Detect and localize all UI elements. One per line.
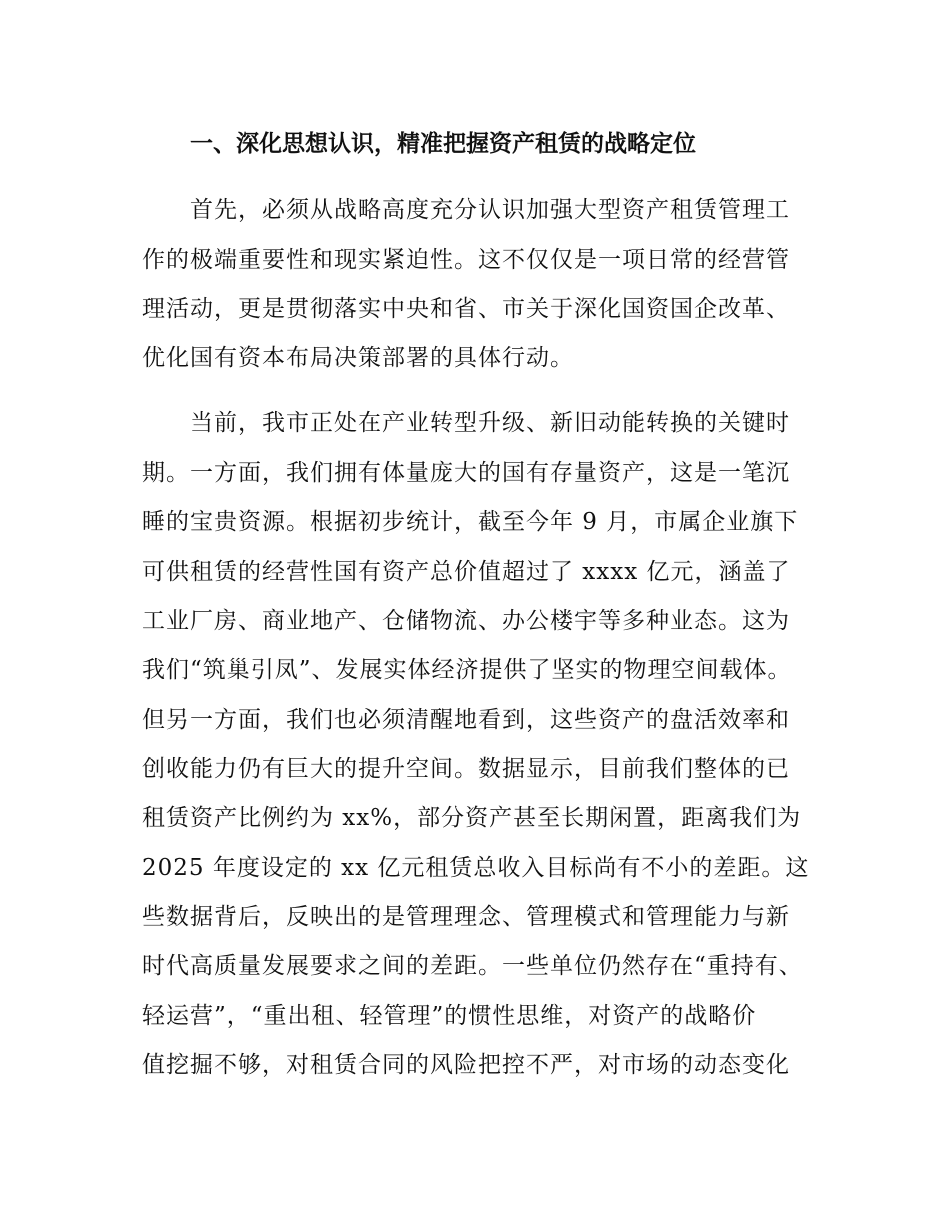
paragraph-2-line-14: 值挖掘不够，对租赁合同的风险把控不严，对市场的动态变化: [142, 1052, 790, 1078]
paragraph-2-line-1: 当前，我市正处在产业转型升级、新旧动能转换的关键时: [190, 410, 790, 436]
paragraph-2-line-6: 我们“筑巢引凤”、发展实体经济提供了坚实的物理空间载体。: [142, 657, 792, 683]
paragraph-1-line-1: 首先，必须从战略高度充分认识加强大型资产租赁管理工: [190, 197, 790, 223]
paragraph-2-line-5: 工业厂房、商业地产、仓储物流、办公楼宇等多种业态。这为: [142, 608, 790, 634]
paragraph-2-line-4: 可供租赁的经营性国有资产总价值超过了 xxxx 亿元，涵盖了: [142, 559, 791, 585]
paragraph-2-line-10: 2025 年度设定的 xx 亿元租赁总收入目标尚有不小的差距。这: [142, 855, 810, 881]
paragraph-2-line-12: 时代高质量发展要求之间的差距。一些单位仍然存在“重持有、: [142, 953, 803, 979]
paragraph-2-line-2: 期。一方面，我们拥有体量庞大的国有存量资产，这是一笔沉: [142, 460, 790, 486]
paragraph-2-line-13: 轻运营”，“重出租、轻管理”的惯性思维，对资产的战略价: [142, 1003, 757, 1029]
paragraph-2-line-7: 但另一方面，我们也必须清醒地看到，这些资产的盘活效率和: [142, 707, 790, 733]
section-heading: 一、深化思想认识，精准把握资产租赁的战略定位: [190, 131, 696, 157]
paragraph-2-line-3: 睡的宝贵资源。根据初步统计，截至今年 9 月，市属企业旗下: [142, 509, 799, 535]
paragraph-1-line-3: 理活动，更是贯彻落实中央和省、市关于深化国资国企改革、: [142, 296, 790, 322]
paragraph-2-line-11: 些数据背后，反映出的是管理理念、管理模式和管理能力与新: [142, 904, 790, 930]
paragraph-1-line-2: 作的极端重要性和现实紧迫性。这不仅仅是一项日常的经营管: [142, 247, 790, 273]
paragraph-1-line-4: 优化国有资本布局决策部署的具体行动。: [142, 345, 574, 371]
paragraph-2-line-8: 创收能力仍有巨大的提升空间。数据显示，目前我们整体的已: [142, 756, 790, 782]
paragraph-2-line-9: 租赁资产比例约为 xx%，部分资产甚至长期闲置，距离我们为: [142, 805, 802, 831]
